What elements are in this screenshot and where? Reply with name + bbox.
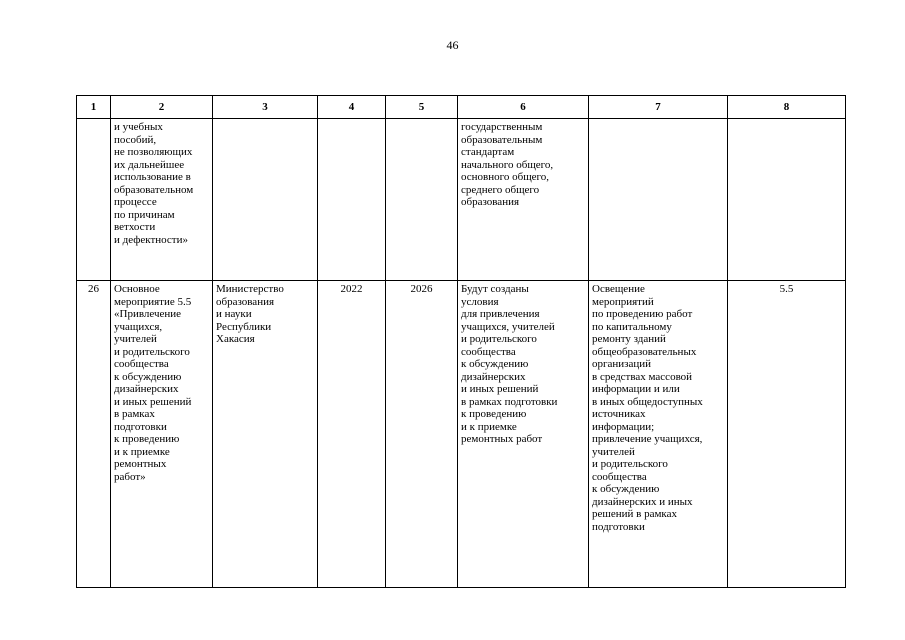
- event-name-cell: Основное мероприятие 5.5 «Привлечение учащихся, учителей и родительского сообщества к обсуждению дизайнерских и иных решений в рамках подготовки к проведению и к приемке ремонтных работ»: [111, 281, 213, 588]
- event-name-cell: и учебных пособий, не позволяющих их дальнейшее использование в образовательном процессе по причинам ветхости и дефектности»: [111, 119, 213, 281]
- start-year-cell: 2022: [318, 281, 386, 588]
- header-cell: 6: [458, 96, 589, 119]
- table-header-row: [77, 96, 846, 119]
- program-table: [76, 95, 846, 588]
- header-cell: 8: [728, 96, 846, 119]
- end-year-cell: 2026: [386, 281, 458, 588]
- header-cell: 5: [386, 96, 458, 119]
- row-number-cell: 26: [77, 281, 111, 588]
- header-cell: 3: [213, 96, 318, 119]
- page-number: 46: [446, 38, 459, 52]
- indicator-link-cell: 5.5: [728, 281, 846, 588]
- main-directions-cell: [589, 119, 728, 281]
- expected-result-cell: Будут созданы условия для привлечения учащихся, учителей и родительского сообщества к обсуждению дизайнерских и иных решений в рамках подготовки к проведению и к приемке ремонтных работ: [458, 281, 589, 588]
- header-cell: 4: [318, 96, 386, 119]
- executor-cell: [213, 119, 318, 281]
- row-number-cell: [77, 119, 111, 281]
- header-cell: 1: [77, 96, 111, 119]
- end-year-cell: [386, 119, 458, 281]
- header-cell: 7: [589, 96, 728, 119]
- table-row: [77, 281, 846, 588]
- executor-cell: Министерство образования и науки Республики Хакасия: [213, 281, 318, 588]
- table-row: [77, 119, 846, 281]
- expected-result-cell: государственным образовательным стандартам начального общего, основного общего, среднего общего образования: [458, 119, 589, 281]
- main-directions-cell: Освещение мероприятий по проведению работ по капитальному ремонту зданий общеобразовательных организаций в средствах массовой информации и или в иных общедоступных источниках информации; привлечение учащихся, учителей и родительского сообщества к обсуждению дизайнерских и иных решений в рамках подготовки: [589, 281, 728, 588]
- indicator-link-cell: [728, 119, 846, 281]
- start-year-cell: [318, 119, 386, 281]
- header-cell: 2: [111, 96, 213, 119]
